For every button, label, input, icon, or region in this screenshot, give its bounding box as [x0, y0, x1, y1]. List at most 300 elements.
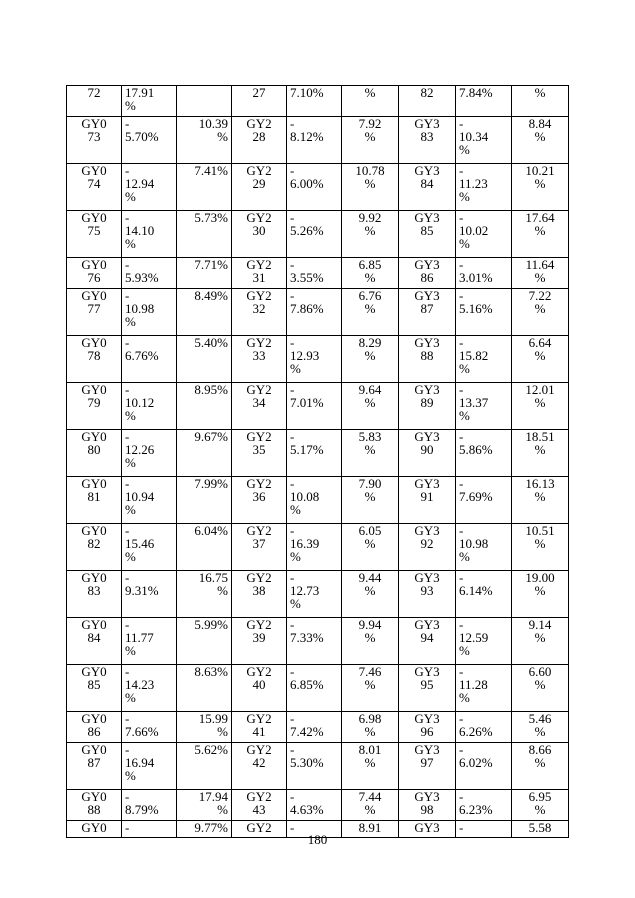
cell-text: 9.44 %: [358, 570, 382, 598]
cell-id-a: [67, 289, 122, 336]
cell-value-c: [512, 618, 569, 665]
cell-text: GY2 36: [246, 476, 272, 504]
cell-text: GY3 89: [414, 382, 440, 410]
cell-id-a: [67, 712, 122, 743]
cell-change-a: [122, 430, 177, 477]
cell-text: - 8.12%: [290, 116, 324, 144]
cell-text: GY3: [414, 820, 440, 835]
cell-text: 15.99 %: [198, 711, 228, 739]
cell-text: GY3 96: [414, 711, 440, 739]
cell-text: - 6.14%: [459, 570, 493, 598]
cell-change-b: [287, 665, 342, 712]
cell-text: - 10.34 %: [459, 116, 489, 157]
cell-text: GY3 93: [414, 570, 440, 598]
cell-id-b: [232, 258, 287, 289]
cell-id-a: [67, 336, 122, 383]
cell-value-a: [177, 117, 232, 164]
cell-id-c: [399, 571, 456, 618]
cell-text: GY2 29: [246, 163, 272, 191]
cell-text: - 7.42%: [290, 711, 324, 739]
cell-value-b: [342, 86, 399, 117]
cell-text: GY0 82: [81, 523, 107, 551]
cell-text: - 16.39 %: [290, 523, 320, 564]
cell-id-c: [399, 86, 456, 117]
cell-text: GY0 76: [81, 257, 107, 285]
table-row: [67, 712, 569, 743]
cell-value-b: [342, 665, 399, 712]
cell-value-a: [177, 477, 232, 524]
table-row: [67, 336, 569, 383]
cell-change-c: [456, 289, 512, 336]
cell-change-a: [122, 86, 177, 117]
data-table-container: [66, 85, 568, 838]
cell-text: 7.71%: [194, 257, 228, 272]
cell-id-a: [67, 117, 122, 164]
cell-value-b: [342, 790, 399, 821]
cell-text: 18.51 %: [525, 429, 555, 457]
cell-text: 10.51 %: [525, 523, 555, 551]
cell-text: 7.46 %: [358, 664, 382, 692]
cell-text: - 5.70%: [125, 116, 159, 144]
cell-text: 27: [252, 85, 266, 100]
cell-change-c: [456, 790, 512, 821]
cell-text: GY3 84: [414, 163, 440, 191]
table-row: [67, 289, 569, 336]
cell-text: 7.10%: [290, 85, 324, 100]
cell-text: 5.99%: [194, 617, 228, 632]
cell-text: - 11.23 %: [459, 163, 488, 204]
cell-text: GY3 97: [414, 742, 440, 770]
cell-text: 17.94 %: [198, 789, 228, 817]
cell-text: 7.92 %: [358, 116, 382, 144]
table-row: [67, 211, 569, 258]
cell-text: 6.04%: [194, 523, 228, 538]
cell-text: 7.99%: [194, 476, 228, 491]
cell-change-b: [287, 430, 342, 477]
cell-text: 8.49%: [194, 288, 228, 303]
cell-change-c: [456, 477, 512, 524]
cell-text: 7.84%: [459, 85, 493, 100]
cell-text: - 7.01%: [290, 382, 324, 410]
cell-text: 8.95%: [194, 382, 228, 397]
cell-text: 10.39 %: [198, 116, 228, 144]
cell-value-b: [342, 289, 399, 336]
cell-id-a: [67, 383, 122, 430]
page-number: 180: [307, 832, 328, 847]
cell-text: GY2 33: [246, 335, 272, 363]
cell-value-b: [342, 618, 399, 665]
cell-text: GY0 87: [81, 742, 107, 770]
table-row: [67, 430, 569, 477]
cell-value-a: [177, 665, 232, 712]
cell-value-c: [512, 117, 569, 164]
cell-value-c: [512, 524, 569, 571]
table-row: [67, 86, 569, 117]
cell-change-b: [287, 477, 342, 524]
cell-text: 7.90 %: [358, 476, 382, 504]
cell-text: 7.22 %: [528, 288, 552, 316]
cell-text: GY3 83: [414, 116, 440, 144]
cell-text: - 7.33%: [290, 617, 324, 645]
cell-text: GY0 74: [81, 163, 107, 191]
cell-id-c: [399, 524, 456, 571]
cell-value-c: [512, 665, 569, 712]
cell-value-a: [177, 383, 232, 430]
cell-id-a: [67, 571, 122, 618]
cell-value-a: [177, 164, 232, 211]
cell-value-a: [177, 618, 232, 665]
table-row: [67, 477, 569, 524]
cell-id-a: [67, 430, 122, 477]
cell-text: 6.76 %: [358, 288, 382, 316]
cell-text: 6.95 %: [528, 789, 552, 817]
cell-text: 9.94 %: [358, 617, 382, 645]
cell-id-a: [67, 477, 122, 524]
table-row: [67, 665, 569, 712]
cell-text: - 10.98 %: [459, 523, 489, 564]
cell-id-b: [232, 712, 287, 743]
cell-id-b: [232, 477, 287, 524]
cell-text: GY0 78: [81, 335, 107, 363]
cell-text: GY3 98: [414, 789, 440, 817]
cell-value-c: [512, 477, 569, 524]
cell-value-a: [177, 86, 232, 117]
cell-text: GY0 79: [81, 382, 107, 410]
cell-text: GY0 88: [81, 789, 107, 817]
cell-change-b: [287, 618, 342, 665]
cell-text: GY3 90: [414, 429, 440, 457]
cell-text: GY0 84: [81, 617, 107, 645]
cell-text: 11.64 %: [525, 257, 555, 285]
cell-text: GY3 85: [414, 210, 440, 238]
cell-change-c: [456, 571, 512, 618]
cell-change-b: [287, 86, 342, 117]
cell-change-c: [456, 86, 512, 117]
cell-change-c: [456, 164, 512, 211]
cell-change-a: [122, 383, 177, 430]
cell-text: - 5.93%: [125, 257, 159, 285]
cell-change-c: [456, 618, 512, 665]
cell-text: %: [534, 85, 546, 100]
cell-id-a: [67, 164, 122, 211]
cell-id-b: [232, 430, 287, 477]
cell-change-c: [456, 712, 512, 743]
cell-text: - 11.77 %: [125, 617, 154, 658]
cell-text: - 10.98 %: [125, 288, 155, 329]
cell-change-a: [122, 164, 177, 211]
cell-text: 5.40%: [194, 335, 228, 350]
cell-text: - 7.69%: [459, 476, 493, 504]
cell-text: - 6.85%: [290, 664, 324, 692]
cell-change-b: [287, 164, 342, 211]
cell-change-a: [122, 289, 177, 336]
cell-value-a: [177, 743, 232, 790]
cell-id-c: [399, 712, 456, 743]
cell-text: GY0 80: [81, 429, 107, 457]
cell-id-a: [67, 524, 122, 571]
table-row: [67, 164, 569, 211]
cell-text: GY3 94: [414, 617, 440, 645]
data-table: [66, 85, 569, 838]
cell-text: GY2 43: [246, 789, 272, 817]
cell-id-b: [232, 743, 287, 790]
cell-text: - 12.94 %: [125, 163, 155, 204]
cell-change-a: [122, 211, 177, 258]
cell-text: 82: [420, 85, 434, 100]
cell-id-c: [399, 258, 456, 289]
cell-value-a: [177, 524, 232, 571]
cell-id-c: [399, 289, 456, 336]
cell-text: 10.21 %: [525, 163, 555, 191]
cell-id-b: [232, 383, 287, 430]
cell-text: 6.60 %: [528, 664, 552, 692]
cell-text: - 10.94 %: [125, 476, 155, 517]
cell-id-b: [232, 117, 287, 164]
cell-id-b: [232, 289, 287, 336]
cell-text: 8.66 %: [528, 742, 552, 770]
cell-text: GY2 38: [246, 570, 272, 598]
cell-text: 5.73%: [194, 210, 228, 225]
cell-text: GY0 85: [81, 664, 107, 692]
cell-text: GY2 39: [246, 617, 272, 645]
cell-id-b: [232, 790, 287, 821]
cell-change-b: [287, 524, 342, 571]
cell-value-c: [512, 790, 569, 821]
cell-id-c: [399, 618, 456, 665]
cell-text: GY0 86: [81, 711, 107, 739]
cell-value-b: [342, 383, 399, 430]
cell-id-a: [67, 790, 122, 821]
cell-value-c: [512, 336, 569, 383]
cell-text: - 4.63%: [290, 789, 324, 817]
cell-change-c: [456, 665, 512, 712]
cell-change-c: [456, 524, 512, 571]
table-row: [67, 117, 569, 164]
cell-value-b: [342, 743, 399, 790]
cell-change-b: [287, 211, 342, 258]
cell-value-b: [342, 336, 399, 383]
cell-id-b: [232, 211, 287, 258]
cell-value-c: [512, 211, 569, 258]
cell-text: 9.14 %: [528, 617, 552, 645]
cell-change-b: [287, 743, 342, 790]
cell-text: 8.84 %: [528, 116, 552, 144]
cell-text: - 15.82 %: [459, 335, 489, 376]
cell-text: GY0 73: [81, 116, 107, 144]
cell-value-c: [512, 430, 569, 477]
cell-text: GY0 75: [81, 210, 107, 238]
cell-value-a: [177, 790, 232, 821]
cell-id-b: [232, 665, 287, 712]
cell-text: GY3 87: [414, 288, 440, 316]
cell-id-b: [232, 618, 287, 665]
cell-text: - 5.86%: [459, 429, 493, 457]
cell-change-c: [456, 117, 512, 164]
cell-change-b: [287, 571, 342, 618]
cell-text: GY2 41: [246, 711, 272, 739]
cell-text: - 5.26%: [290, 210, 324, 238]
cell-text: GY0: [81, 820, 107, 835]
cell-id-c: [399, 336, 456, 383]
cell-value-a: [177, 336, 232, 383]
cell-text: - 11.28 %: [459, 664, 488, 705]
cell-id-a: [67, 86, 122, 117]
cell-text: GY0 81: [81, 476, 107, 504]
cell-change-a: [122, 618, 177, 665]
cell-change-c: [456, 211, 512, 258]
cell-change-c: [456, 743, 512, 790]
cell-text: 5.46 %: [528, 711, 552, 739]
cell-text: - 14.10 %: [125, 210, 155, 251]
cell-change-b: [287, 289, 342, 336]
cell-id-c: [399, 211, 456, 258]
cell-id-a: [67, 211, 122, 258]
cell-value-c: [512, 258, 569, 289]
cell-text: GY2 32: [246, 288, 272, 316]
cell-change-c: [456, 258, 512, 289]
cell-text: GY2 37: [246, 523, 272, 551]
cell-text: - 12.59 %: [459, 617, 489, 658]
cell-change-c: [456, 336, 512, 383]
cell-text: 9.77%: [194, 820, 228, 835]
cell-id-a: [67, 618, 122, 665]
cell-text: 5.62%: [194, 742, 228, 757]
cell-text: - 12.26 %: [125, 429, 155, 470]
cell-value-b: [342, 524, 399, 571]
cell-value-a: [177, 712, 232, 743]
cell-value-b: [342, 712, 399, 743]
cell-text: GY2 35: [246, 429, 272, 457]
cell-text: - 7.66%: [125, 711, 159, 739]
cell-id-a: [67, 665, 122, 712]
table-row: [67, 743, 569, 790]
cell-id-c: [399, 117, 456, 164]
cell-change-b: [287, 790, 342, 821]
cell-id-a: [67, 258, 122, 289]
table-row: [67, 258, 569, 289]
cell-text: - 10.02 %: [459, 210, 489, 251]
cell-id-c: [399, 477, 456, 524]
cell-text: - 12.93 %: [290, 335, 320, 376]
cell-text: - 6.76%: [125, 335, 159, 363]
cell-text: - 3.01%: [459, 257, 493, 285]
cell-text: GY2 31: [246, 257, 272, 285]
cell-text: 6.85 %: [358, 257, 382, 285]
cell-text: - 10.12 %: [125, 382, 155, 423]
cell-text: 6.98 %: [358, 711, 382, 739]
cell-text: GY2 28: [246, 116, 272, 144]
cell-text: - 3.55%: [290, 257, 324, 285]
cell-text: GY3 86: [414, 257, 440, 285]
cell-change-b: [287, 258, 342, 289]
cell-id-a: [67, 743, 122, 790]
cell-id-b: [232, 336, 287, 383]
cell-change-a: [122, 477, 177, 524]
cell-change-b: [287, 336, 342, 383]
cell-text: - 10.08 %: [290, 476, 320, 517]
cell-text: GY3 92: [414, 523, 440, 551]
cell-text: 8.29 %: [358, 335, 382, 363]
cell-value-a: [177, 571, 232, 618]
cell-text: - 6.23%: [459, 789, 493, 817]
cell-text: - 6.26%: [459, 711, 493, 739]
cell-value-c: [512, 743, 569, 790]
cell-value-b: [342, 571, 399, 618]
table-row: [67, 524, 569, 571]
cell-text: - 5.30%: [290, 742, 324, 770]
cell-text: - 9.31%: [125, 570, 159, 598]
cell-text: - 15.46 %: [125, 523, 155, 564]
cell-text: 6.05 %: [358, 523, 382, 551]
cell-text: GY3 88: [414, 335, 440, 363]
cell-text: - 5.16%: [459, 288, 493, 316]
cell-change-b: [287, 712, 342, 743]
cell-id-c: [399, 164, 456, 211]
cell-text: GY0 83: [81, 570, 107, 598]
cell-text: 8.63%: [194, 664, 228, 679]
cell-change-a: [122, 712, 177, 743]
cell-value-c: [512, 712, 569, 743]
cell-change-c: [456, 430, 512, 477]
cell-change-a: [122, 743, 177, 790]
cell-text: 6.64 %: [528, 335, 552, 363]
cell-text: 10.78 %: [355, 163, 385, 191]
cell-text: - 16.94 %: [125, 742, 155, 783]
cell-change-a: [122, 790, 177, 821]
cell-value-b: [342, 211, 399, 258]
cell-text: GY2 40: [246, 664, 272, 692]
cell-value-a: [177, 289, 232, 336]
cell-id-b: [232, 524, 287, 571]
cell-text: - 6.00%: [290, 163, 324, 191]
table-row: [67, 383, 569, 430]
cell-change-a: [122, 665, 177, 712]
cell-text: GY0 77: [81, 288, 107, 316]
cell-text: 5.58: [528, 820, 552, 835]
cell-change-b: [287, 383, 342, 430]
cell-id-c: [399, 790, 456, 821]
cell-text: 5.83 %: [358, 429, 382, 457]
cell-value-b: [342, 164, 399, 211]
table-row: [67, 790, 569, 821]
cell-text: - 8.79%: [125, 789, 159, 817]
cell-text: GY2 42: [246, 742, 272, 770]
cell-text: 17.64 %: [525, 210, 555, 238]
cell-text: 72: [87, 85, 101, 100]
cell-change-b: [287, 117, 342, 164]
table-row: [67, 618, 569, 665]
cell-text: -: [459, 820, 464, 835]
cell-text: 16.75 %: [198, 570, 228, 598]
cell-text: -: [290, 820, 295, 835]
cell-id-b: [232, 86, 287, 117]
cell-text: 7.41%: [194, 163, 228, 178]
cell-id-c: [399, 665, 456, 712]
cell-text: - 5.17%: [290, 429, 324, 457]
cell-id-c: [399, 743, 456, 790]
cell-change-a: [122, 571, 177, 618]
cell-text: - 7.86%: [290, 288, 324, 316]
cell-value-a: [177, 211, 232, 258]
cell-text: 9.92 %: [358, 210, 382, 238]
cell-change-c: [456, 383, 512, 430]
cell-text: 17.91 %: [125, 85, 155, 113]
cell-value-c: [512, 86, 569, 117]
cell-id-b: [232, 571, 287, 618]
cell-id-c: [399, 430, 456, 477]
cell-text: GY3 91: [414, 476, 440, 504]
cell-text: - 13.37 %: [459, 382, 489, 423]
